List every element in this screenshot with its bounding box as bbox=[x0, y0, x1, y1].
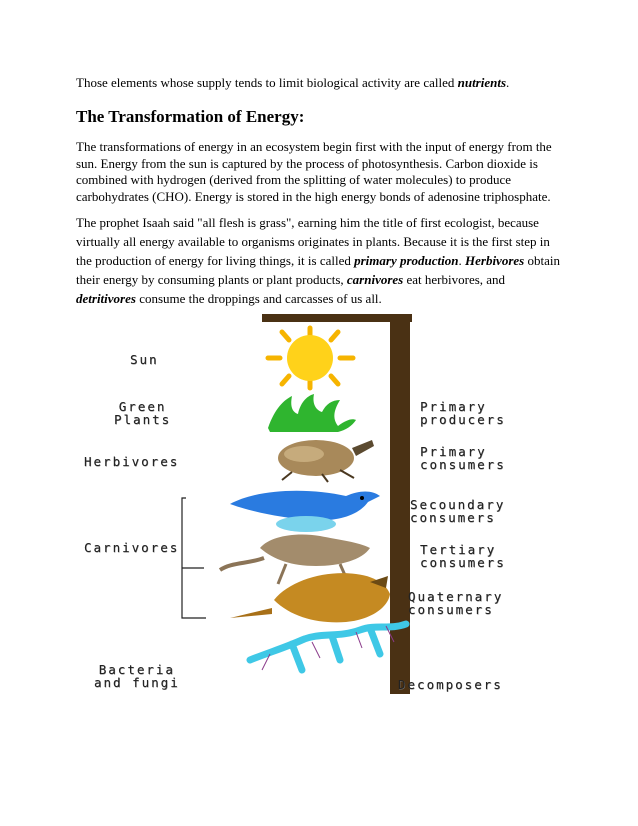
label-green-plants: Green Plants bbox=[114, 399, 172, 427]
nutrients-keyword: nutrients bbox=[457, 75, 507, 90]
carnivore-bracket bbox=[182, 498, 206, 618]
primary-production-keyword: primary production bbox=[354, 253, 459, 268]
detritivores-keyword: detritivores bbox=[76, 291, 136, 306]
bird-icon bbox=[230, 491, 380, 532]
label-secondary-consumers: Secoundary consumers bbox=[410, 497, 506, 525]
herbivore-beetle-icon bbox=[278, 440, 374, 482]
decomposer-fungi-icon bbox=[250, 624, 406, 670]
label-tertiary-consumers: Tertiary consumers bbox=[420, 542, 506, 570]
label-primary-consumers: Primary consumers bbox=[420, 444, 506, 472]
section-heading: The Transformation of Energy: bbox=[76, 107, 305, 126]
trunk-top-bar bbox=[262, 314, 412, 322]
isaah-text-2: . bbox=[458, 253, 465, 268]
isaah-text-1: The prophet Isaah said "all flesh is grass", earning him the title of first ecologist, because virtually all energy available to organisms originates in plants. Because it is the first step in the production of energy for living things, it is called bbox=[76, 215, 550, 268]
isaah-text-5: consume the droppings and carcasses of us all. bbox=[135, 291, 382, 306]
label-carnivores: Carnivores bbox=[84, 540, 180, 555]
label-herbivores: Herbivores bbox=[84, 454, 180, 469]
isaah-text-3: obtain their energy by consuming plants or plant products, bbox=[76, 253, 560, 287]
green-plant-icon bbox=[268, 394, 356, 432]
label-sun: Sun bbox=[130, 352, 159, 367]
sun-icon bbox=[268, 328, 353, 388]
quaternary-bird-icon bbox=[230, 573, 390, 622]
trunk-vertical bbox=[390, 314, 410, 694]
isaah-text-4: eat herbivores, and bbox=[403, 272, 506, 287]
label-quaternary-consumers: Quaternary consumers bbox=[408, 589, 504, 617]
herbivores-keyword: Herbivores bbox=[465, 253, 525, 268]
label-decomposers: Decomposers bbox=[398, 677, 503, 692]
isaah-paragraph bbox=[76, 213, 566, 308]
label-bacteria-fungi: Bacteria and fungi bbox=[94, 662, 180, 690]
label-primary-producers: Primary producers bbox=[420, 399, 506, 427]
energy-pyramid-figure bbox=[70, 308, 570, 703]
carnivores-keyword: carnivores bbox=[346, 272, 404, 287]
nutrients-paragraph bbox=[76, 74, 566, 91]
nutrients-end: . bbox=[506, 75, 510, 90]
energy-paragraph: The transformations of energy in an ecosystem begin first with the input of energy from the sun. Energy from the sun is captured by the process of photosynthesis. Carbon dioxide is combined with hydrogen (derived from the splitting of water molecules) to produce carbohydrates (CHO). Energy is stored in the high energy bonds of adenosine triphosphate. bbox=[76, 139, 552, 204]
nutrients-text: Those elements whose supply tends to limit biological activity are called bbox=[76, 75, 458, 90]
